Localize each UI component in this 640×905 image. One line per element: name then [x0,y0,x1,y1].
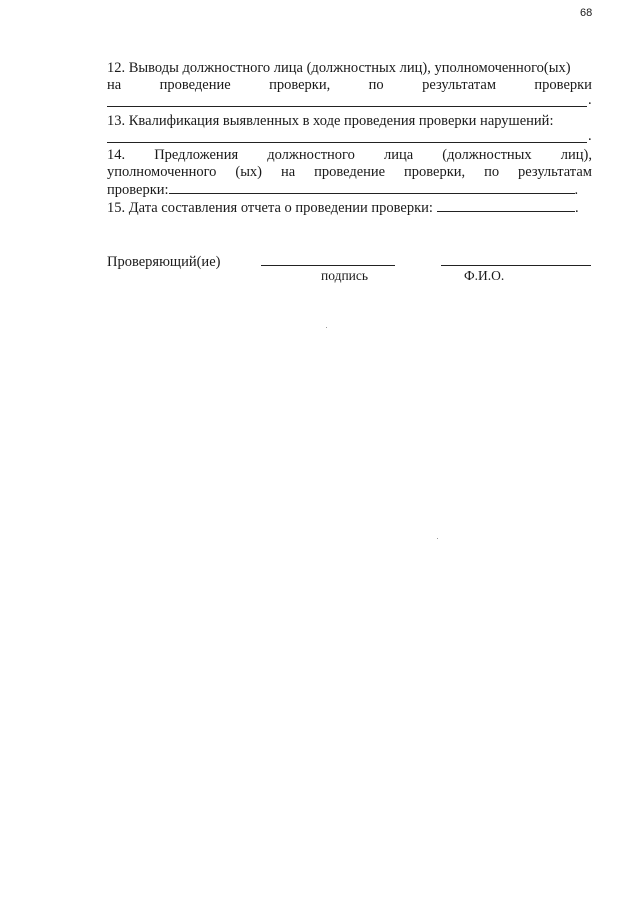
name-caption: Ф.И.О. [464,268,505,283]
item-14-line-1-word: лица [383,147,414,163]
item-14-line-2 [107,164,592,181]
item-14-line-1-word: (должностных [442,147,532,163]
item-14-line-1-word: 14. [107,147,126,163]
item-12-line-1 [107,60,592,77]
item-13-end-mark: . [588,128,592,144]
item-14-answer-blank [169,181,575,194]
item-12-line-2-word: на [107,77,122,93]
item-12-line-2-word: по [368,77,384,93]
item-12-line-2 [107,77,592,94]
scan-speck [326,327,327,328]
item-14-line-3-text: проверки: [107,182,169,198]
item-12-line-2-word: проведение [159,77,231,93]
item-13-text: 13. Квалификация выявленных в ходе проведения проверки нарушений: [107,113,554,129]
item-12-end-mark: . [588,92,592,108]
item-14-line-1 [107,147,592,164]
signature-caption: подпись [321,268,369,283]
item-14-line-1-word: Предложения [154,147,239,163]
item-14-line-2-word: уполномоченного [107,164,217,180]
item-15-end-mark: . [574,200,579,216]
item-15-text: 15. Дата составления отчета о проведении проверки: [107,200,433,216]
item-14-line-1-word: должностного [267,147,355,163]
item-12-answer-line [107,106,587,107]
item-13-line [107,113,592,130]
item-14-line-3 [107,181,592,199]
item-14-line-2-word: (ых) [235,164,263,180]
scan-speck [437,538,438,539]
signature-line [261,265,395,266]
signature-label: Проверяющий(ие) [107,254,221,270]
item-14-line-2-word: на [280,164,296,180]
name-line [441,265,591,266]
item-14-line-1-word: лиц), [560,147,592,163]
item-12-line-1-text: 12. Выводы должностного лица (должностных лиц), уполномоченного(ых) [107,60,571,76]
item-12-line-2-word: проверки [534,77,592,93]
item-14-line-2-word: по [484,164,500,180]
item-14-line-2-word: проведение [314,164,386,180]
item-12-line-2-word: результатам [422,77,496,93]
item-14-line-2-word: проверки, [404,164,466,180]
page-number: 68 [580,7,593,19]
item-14-end-mark: . [574,182,579,198]
item-14-line-2-word: результатам [518,164,592,180]
item-13-answer-line [107,142,587,143]
item-12-line-2-word: проверки, [269,77,331,93]
item-15-answer-blank [437,199,575,212]
item-15-line [107,199,592,217]
